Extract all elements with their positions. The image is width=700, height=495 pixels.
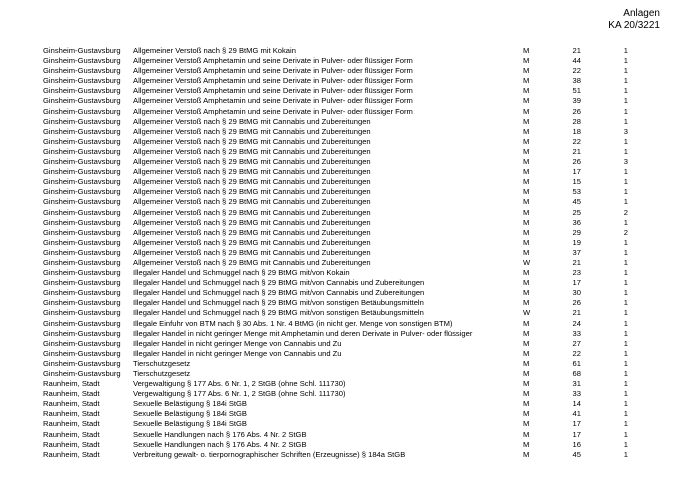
place-cell: Ginsheim-Gustavsburg	[43, 207, 121, 217]
place-cell: Ginsheim-Gustavsburg	[43, 237, 121, 247]
count-cell: 1	[623, 298, 628, 308]
place-cell: Raunheim, Stadt	[43, 389, 100, 399]
offense-cell: Illegaler Handel und Schmuggel nach § 29 BtMG mit/von Cannabis und Zubereitungen	[133, 278, 425, 288]
age-cell: 22	[572, 136, 581, 146]
offense-cell: Allgemeiner Verstoß nach § 29 BtMG mit Cannabis und Zubereitungen	[133, 187, 371, 197]
count-cell: 1	[623, 46, 628, 55]
sex-cell: M	[523, 338, 530, 348]
offense-cell: Vergewaltigung § 177 Abs. 6 Nr. 1, 2 StGB (ohne Schl. 111730)	[133, 379, 346, 389]
age-cell: 45	[572, 197, 581, 207]
place-cell: Ginsheim-Gustavsburg	[43, 116, 121, 126]
count-cell: 2	[623, 207, 628, 217]
place-cell: Ginsheim-Gustavsburg	[43, 46, 121, 55]
offense-cell: Allgemeiner Verstoß nach § 29 BtMG mit Kokain	[133, 46, 296, 55]
offense-cell: Allgemeiner Verstoß nach § 29 BtMG mit Cannabis und Zubereitungen	[133, 217, 371, 227]
place-cell: Ginsheim-Gustavsburg	[43, 278, 121, 288]
sex-cell: M	[523, 298, 530, 308]
age-cell: 21	[572, 308, 581, 318]
count-cell: 1	[623, 177, 628, 187]
place-cell: Raunheim, Stadt	[43, 419, 100, 429]
table-row	[0, 76, 700, 86]
sex-cell: M	[523, 207, 530, 217]
offense-cell: Tierschutzgesetz	[133, 369, 191, 378]
table-row	[0, 440, 700, 450]
sex-cell: W	[523, 308, 531, 318]
place-cell: Ginsheim-Gustavsburg	[43, 217, 121, 227]
table-row	[0, 288, 700, 298]
age-cell: 29	[572, 227, 581, 237]
offense-cell: Illegaler Handel in nicht geringer Menge von Cannabis und Zu	[133, 338, 342, 348]
place-cell: Ginsheim-Gustavsburg	[43, 268, 121, 278]
table-row	[0, 137, 700, 147]
place-cell: Raunheim, Stadt	[43, 399, 100, 409]
count-cell: 2	[623, 227, 628, 237]
count-cell: 1	[623, 399, 628, 409]
place-cell: Ginsheim-Gustavsburg	[43, 338, 121, 348]
place-cell: Ginsheim-Gustavsburg	[43, 96, 121, 106]
offense-cell: Allgemeiner Verstoß nach § 29 BtMG mit Cannabis und Zubereitungen	[133, 257, 371, 267]
sex-cell: M	[523, 227, 530, 237]
table-row	[0, 329, 700, 339]
age-cell: 38	[572, 76, 581, 86]
table-row	[0, 258, 700, 268]
annex-label: Anlagen	[623, 8, 660, 19]
sex-cell: M	[523, 389, 530, 399]
offense-cell: Allgemeiner Verstoß nach § 29 BtMG mit Cannabis und Zubereitungen	[133, 207, 371, 217]
offense-cell: Illegale Einfuhr von BTM nach § 30 Abs. 1 Nr. 4 BtMG (in nicht ger. Menge von sonstigen BTM)	[133, 318, 453, 328]
age-cell: 68	[572, 369, 581, 378]
offense-cell: Sexuelle Handlungen nach § 176 Abs. 4 Nr. 2 StGB	[133, 439, 307, 449]
place-cell: Ginsheim-Gustavsburg	[43, 187, 121, 197]
age-cell: 28	[572, 116, 581, 126]
place-cell: Ginsheim-Gustavsburg	[43, 106, 121, 116]
sex-cell: M	[523, 449, 530, 459]
table-row	[0, 359, 700, 369]
table-row	[0, 56, 700, 66]
place-cell: Ginsheim-Gustavsburg	[43, 197, 121, 207]
offense-cell: Sexuelle Handlungen nach § 176 Abs. 4 Nr. 2 StGB	[133, 429, 307, 439]
document-reference: KA 20/3221	[608, 20, 660, 31]
sex-cell: M	[523, 197, 530, 207]
table-row	[0, 197, 700, 207]
age-cell: 26	[572, 157, 581, 167]
place-cell: Ginsheim-Gustavsburg	[43, 328, 121, 338]
offense-cell: Allgemeiner Verstoß nach § 29 BtMG mit Cannabis und Zubereitungen	[133, 126, 371, 136]
place-cell: Raunheim, Stadt	[43, 409, 100, 419]
offense-cell: Allgemeiner Verstoß Amphetamin und seine Derivate in Pulver- oder flüssiger Form	[133, 76, 413, 86]
count-cell: 1	[623, 369, 628, 378]
offense-cell: Illegaler Handel in nicht geringer Menge mit Amphetamin und deren Derivate in Pulver- oder flüssiger	[133, 328, 473, 338]
sex-cell: M	[523, 157, 530, 167]
sex-cell: M	[523, 86, 530, 96]
age-cell: 21	[572, 146, 581, 156]
age-cell: 25	[572, 207, 581, 217]
table-row	[0, 86, 700, 96]
sex-cell: M	[523, 237, 530, 247]
sex-cell: M	[523, 217, 530, 227]
count-cell: 1	[623, 167, 628, 177]
table-row	[0, 147, 700, 157]
age-cell: 21	[572, 257, 581, 267]
sex-cell: M	[523, 146, 530, 156]
offense-cell: Illegaler Handel und Schmuggel nach § 29 BtMG mit/von Cannabis und Zubereitungen	[133, 288, 425, 298]
offense-cell: Illegaler Handel in nicht geringer Menge von Cannabis und Zu	[133, 348, 342, 358]
table-row	[0, 157, 700, 167]
age-cell: 16	[572, 439, 581, 449]
offense-cell: Sexuelle Belästigung § 184i StGB	[133, 399, 247, 409]
offense-cell: Illegaler Handel und Schmuggel nach § 29 BtMG mit/von Kokain	[133, 268, 350, 278]
table-row	[0, 117, 700, 127]
age-cell: 36	[572, 217, 581, 227]
table-row	[0, 369, 700, 379]
table-row	[0, 127, 700, 137]
document-header	[608, 8, 660, 32]
table-row	[0, 107, 700, 117]
offense-cell: Sexuelle Belästigung § 184i StGB	[133, 419, 247, 429]
count-cell: 1	[623, 106, 628, 116]
place-cell: Ginsheim-Gustavsburg	[43, 86, 121, 96]
sex-cell: M	[523, 116, 530, 126]
age-cell: 21	[572, 46, 581, 55]
place-cell: Ginsheim-Gustavsburg	[43, 358, 121, 368]
age-cell: 19	[572, 237, 581, 247]
age-cell: 17	[572, 429, 581, 439]
count-cell: 1	[623, 278, 628, 288]
sex-cell: M	[523, 126, 530, 136]
table-row	[0, 268, 700, 278]
count-cell: 1	[623, 379, 628, 389]
offense-cell: Allgemeiner Verstoß nach § 29 BtMG mit Cannabis und Zubereitungen	[133, 227, 371, 237]
table-row	[0, 298, 700, 308]
age-cell: 31	[572, 379, 581, 389]
table-row	[0, 409, 700, 419]
sex-cell: M	[523, 379, 530, 389]
count-cell: 1	[623, 348, 628, 358]
sex-cell: M	[523, 46, 530, 55]
sex-cell: M	[523, 268, 530, 278]
offense-cell: Sexuelle Belästigung § 184i StGB	[133, 409, 247, 419]
offense-cell: Vergewaltigung § 177 Abs. 6 Nr. 1, 2 StGB (ohne Schl. 111730)	[133, 389, 346, 399]
offense-cell: Allgemeiner Verstoß Amphetamin und seine Derivate in Pulver- oder flüssiger Form	[133, 56, 413, 66]
age-cell: 33	[572, 328, 581, 338]
count-cell: 1	[623, 136, 628, 146]
age-cell: 39	[572, 96, 581, 106]
count-cell: 1	[623, 257, 628, 267]
table-row	[0, 248, 700, 258]
age-cell: 45	[572, 449, 581, 459]
place-cell: Ginsheim-Gustavsburg	[43, 56, 121, 66]
place-cell: Ginsheim-Gustavsburg	[43, 308, 121, 318]
table-row	[0, 430, 700, 440]
table-row	[0, 319, 700, 329]
sex-cell: M	[523, 328, 530, 338]
sex-cell: M	[523, 106, 530, 116]
count-cell: 3	[623, 126, 628, 136]
age-cell: 33	[572, 389, 581, 399]
offense-cell: Allgemeiner Verstoß nach § 29 BtMG mit Cannabis und Zubereitungen	[133, 247, 371, 257]
table-row	[0, 278, 700, 288]
offense-cell: Allgemeiner Verstoß nach § 29 BtMG mit Cannabis und Zubereitungen	[133, 146, 371, 156]
place-cell: Raunheim, Stadt	[43, 379, 100, 389]
sex-cell: M	[523, 399, 530, 409]
count-cell: 1	[623, 318, 628, 328]
age-cell: 24	[572, 318, 581, 328]
sex-cell: M	[523, 358, 530, 368]
place-cell: Ginsheim-Gustavsburg	[43, 318, 121, 328]
count-cell: 1	[623, 86, 628, 96]
offense-cell: Allgemeiner Verstoß nach § 29 BtMG mit Cannabis und Zubereitungen	[133, 167, 371, 177]
place-cell: Raunheim, Stadt	[43, 439, 100, 449]
count-cell: 1	[623, 146, 628, 156]
age-cell: 15	[572, 177, 581, 187]
sex-cell: M	[523, 419, 530, 429]
age-cell: 27	[572, 338, 581, 348]
age-cell: 23	[572, 268, 581, 278]
age-cell: 30	[572, 288, 581, 298]
offense-cell: Allgemeiner Verstoß nach § 29 BtMG mit Cannabis und Zubereitungen	[133, 116, 371, 126]
age-cell: 18	[572, 126, 581, 136]
sex-cell: M	[523, 187, 530, 197]
sex-cell: M	[523, 56, 530, 66]
sex-cell: W	[523, 257, 531, 267]
table-row	[0, 419, 700, 429]
offense-cell: Illegaler Handel und Schmuggel nach § 29 BtMG mit/von sonstigen Betäubungsmitteln	[133, 298, 424, 308]
count-cell: 1	[623, 76, 628, 86]
offense-cell: Tierschutzgesetz	[133, 358, 191, 368]
table-row	[0, 379, 700, 389]
count-cell: 1	[623, 409, 628, 419]
offense-cell: Allgemeiner Verstoß nach § 29 BtMG mit Cannabis und Zubereitungen	[133, 197, 371, 207]
offense-cell: Allgemeiner Verstoß nach § 29 BtMG mit Cannabis und Zubereitungen	[133, 136, 371, 146]
offense-cell: Verbreitung gewalt- o. tierpornographischer Schriften (Erzeugnisse) § 184a StGB	[133, 449, 406, 459]
offense-cell: Illegaler Handel und Schmuggel nach § 29 BtMG mit/von sonstigen Betäubungsmitteln	[133, 308, 424, 318]
table-row	[0, 46, 700, 56]
table-row	[0, 349, 700, 359]
table-row	[0, 339, 700, 349]
count-cell: 1	[623, 197, 628, 207]
count-cell: 1	[623, 429, 628, 439]
sex-cell: M	[523, 439, 530, 449]
place-cell: Ginsheim-Gustavsburg	[43, 157, 121, 167]
place-cell: Ginsheim-Gustavsburg	[43, 257, 121, 267]
offense-cell: Allgemeiner Verstoß Amphetamin und seine Derivate in Pulver- oder flüssiger Form	[133, 106, 413, 116]
age-cell: 41	[572, 409, 581, 419]
place-cell: Ginsheim-Gustavsburg	[43, 146, 121, 156]
table-row	[0, 177, 700, 187]
place-cell: Ginsheim-Gustavsburg	[43, 136, 121, 146]
place-cell: Ginsheim-Gustavsburg	[43, 247, 121, 257]
sex-cell: M	[523, 288, 530, 298]
table-row	[0, 389, 700, 399]
sex-cell: M	[523, 409, 530, 419]
table-row	[0, 167, 700, 177]
count-cell: 1	[623, 66, 628, 76]
place-cell: Ginsheim-Gustavsburg	[43, 177, 121, 187]
data-table	[0, 46, 700, 460]
count-cell: 1	[623, 217, 628, 227]
table-row	[0, 228, 700, 238]
offense-cell: Allgemeiner Verstoß nach § 29 BtMG mit Cannabis und Zubereitungen	[133, 157, 371, 167]
sex-cell: M	[523, 96, 530, 106]
place-cell: Ginsheim-Gustavsburg	[43, 288, 121, 298]
sex-cell: M	[523, 369, 530, 378]
place-cell: Ginsheim-Gustavsburg	[43, 298, 121, 308]
table-row	[0, 450, 700, 460]
count-cell: 1	[623, 116, 628, 126]
age-cell: 17	[572, 419, 581, 429]
table-row	[0, 399, 700, 409]
sex-cell: M	[523, 348, 530, 358]
sex-cell: M	[523, 247, 530, 257]
age-cell: 14	[572, 399, 581, 409]
age-cell: 22	[572, 66, 581, 76]
count-cell: 1	[623, 328, 628, 338]
count-cell: 1	[623, 56, 628, 66]
sex-cell: M	[523, 278, 530, 288]
count-cell: 1	[623, 338, 628, 348]
age-cell: 22	[572, 348, 581, 358]
count-cell: 3	[623, 157, 628, 167]
table-row	[0, 218, 700, 228]
table-row	[0, 308, 700, 318]
table-row	[0, 238, 700, 248]
offense-cell: Allgemeiner Verstoß Amphetamin und seine Derivate in Pulver- oder flüssiger Form	[133, 66, 413, 76]
sex-cell: M	[523, 318, 530, 328]
count-cell: 1	[623, 237, 628, 247]
age-cell: 51	[572, 86, 581, 96]
age-cell: 26	[572, 106, 581, 116]
count-cell: 1	[623, 268, 628, 278]
offense-cell: Allgemeiner Verstoß Amphetamin und seine Derivate in Pulver- oder flüssiger Form	[133, 96, 413, 106]
offense-cell: Allgemeiner Verstoß Amphetamin und seine Derivate in Pulver- oder flüssiger Form	[133, 86, 413, 96]
age-cell: 17	[572, 278, 581, 288]
count-cell: 1	[623, 449, 628, 459]
place-cell: Ginsheim-Gustavsburg	[43, 369, 121, 378]
table-row	[0, 187, 700, 197]
place-cell: Ginsheim-Gustavsburg	[43, 66, 121, 76]
table-row	[0, 96, 700, 106]
age-cell: 17	[572, 167, 581, 177]
age-cell: 26	[572, 298, 581, 308]
sex-cell: M	[523, 167, 530, 177]
age-cell: 37	[572, 247, 581, 257]
place-cell: Ginsheim-Gustavsburg	[43, 126, 121, 136]
place-cell: Ginsheim-Gustavsburg	[43, 227, 121, 237]
count-cell: 1	[623, 247, 628, 257]
count-cell: 1	[623, 288, 628, 298]
sex-cell: M	[523, 177, 530, 187]
table-row	[0, 66, 700, 76]
count-cell: 1	[623, 419, 628, 429]
count-cell: 1	[623, 439, 628, 449]
place-cell: Raunheim, Stadt	[43, 429, 100, 439]
age-cell: 61	[572, 358, 581, 368]
sex-cell: M	[523, 66, 530, 76]
count-cell: 1	[623, 358, 628, 368]
sex-cell: M	[523, 136, 530, 146]
sex-cell: M	[523, 76, 530, 86]
table-row	[0, 208, 700, 218]
age-cell: 44	[572, 56, 581, 66]
place-cell: Ginsheim-Gustavsburg	[43, 167, 121, 177]
sex-cell: M	[523, 429, 530, 439]
place-cell: Ginsheim-Gustavsburg	[43, 76, 121, 86]
place-cell: Raunheim, Stadt	[43, 449, 100, 459]
count-cell: 1	[623, 308, 628, 318]
count-cell: 1	[623, 187, 628, 197]
count-cell: 1	[623, 96, 628, 106]
place-cell: Ginsheim-Gustavsburg	[43, 348, 121, 358]
offense-cell: Allgemeiner Verstoß nach § 29 BtMG mit Cannabis und Zubereitungen	[133, 177, 371, 187]
offense-cell: Allgemeiner Verstoß nach § 29 BtMG mit Cannabis und Zubereitungen	[133, 237, 371, 247]
age-cell: 53	[572, 187, 581, 197]
count-cell: 1	[623, 389, 628, 399]
